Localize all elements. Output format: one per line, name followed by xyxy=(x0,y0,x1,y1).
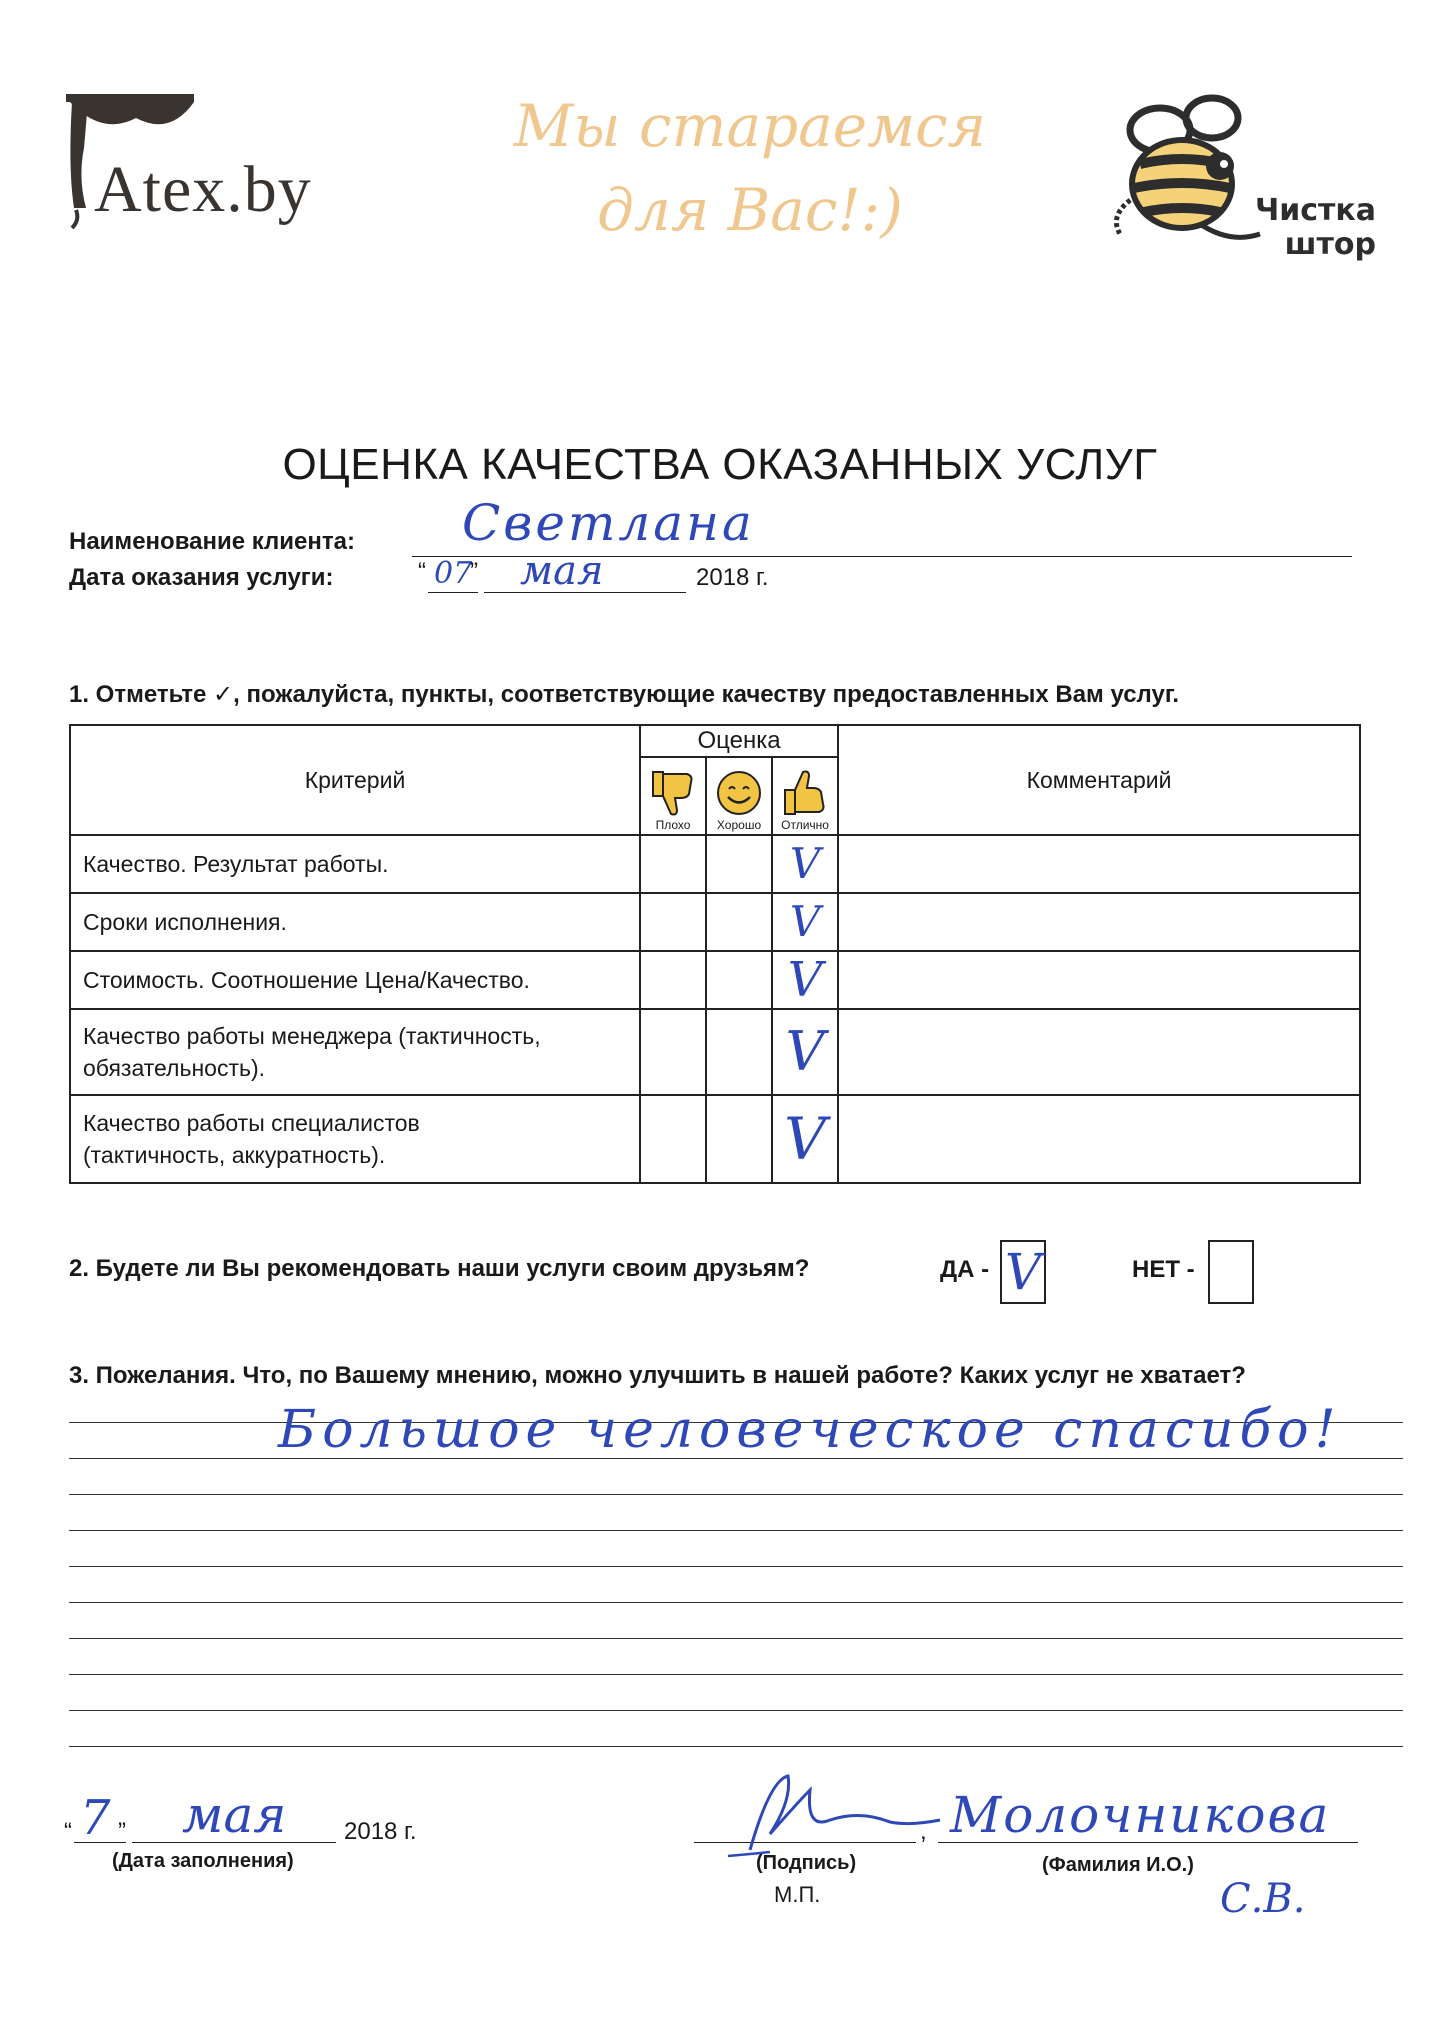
service-date-year: 2018 г. xyxy=(696,564,769,591)
rating-bad-cell[interactable] xyxy=(640,893,706,951)
rating-good-cell[interactable] xyxy=(706,951,772,1009)
slogan-line-2: для Вас!:) xyxy=(597,176,903,244)
service-date-label: Дата оказания услуги: xyxy=(69,564,334,591)
yes-checkbox[interactable] xyxy=(1000,1240,1046,1304)
brand-chistka-shtor xyxy=(1100,84,1380,274)
client-name-value: Светлана xyxy=(462,494,755,552)
atex-logo xyxy=(62,88,392,238)
table-row xyxy=(70,893,1360,951)
criterion-cell: Стоимость. Соотношение Цена/Качество. xyxy=(70,951,640,1009)
answer-line-6 xyxy=(69,1602,1403,1603)
criterion-line-2: (тактичность, аккуратность). xyxy=(83,1142,386,1168)
check-mark: V xyxy=(789,839,821,888)
comment-cell[interactable] xyxy=(838,951,1360,1009)
no-label: НЕТ - xyxy=(1132,1256,1195,1283)
fill-date-year: 2018 г. xyxy=(344,1818,417,1845)
answer-line-9 xyxy=(69,1710,1403,1711)
answer-line-8 xyxy=(69,1674,1403,1675)
criterion-cell xyxy=(70,1095,640,1183)
comment-cell[interactable] xyxy=(838,1095,1360,1183)
rating-good-cell[interactable] xyxy=(706,1009,772,1095)
name-value: Молочникова xyxy=(950,1786,1331,1844)
service-date-close-quote: ” xyxy=(470,558,478,585)
criterion-line-1: Качество работы специалистов xyxy=(83,1110,420,1136)
answer-line-4 xyxy=(69,1530,1403,1531)
fill-date-open-quote: “ xyxy=(64,1818,72,1845)
table-row xyxy=(70,951,1360,1009)
rating-good-header xyxy=(707,758,773,834)
no-checkbox[interactable] xyxy=(1208,1240,1254,1304)
answer-line-10 xyxy=(69,1746,1403,1747)
check-mark: V xyxy=(785,1020,825,1083)
rating-bad-cell[interactable] xyxy=(640,1009,706,1095)
rating-header xyxy=(640,725,838,835)
section3-question: 3. Пожелания. Что, по Вашему мнению, можно улучшить в нашей работе? Каких услуг не хватает? xyxy=(69,1362,1246,1389)
section1-question: 1. Отметьте ✓, пожалуйста, пункты, соответствующие качеству предоставленных Вам услуг. xyxy=(69,681,1180,708)
answer-line-2 xyxy=(69,1458,1403,1459)
rating-table xyxy=(69,724,1361,1184)
table-row xyxy=(70,835,1360,893)
rating-good-cell[interactable] xyxy=(706,1095,772,1183)
answer-line-5 xyxy=(69,1566,1403,1567)
table-row xyxy=(70,1009,1360,1095)
wishes-answer: Большое человеческое спасибо! xyxy=(278,1400,1342,1460)
name-caption: (Фамилия И.О.) xyxy=(1042,1854,1194,1876)
criterion-cell: Качество. Результат работы. xyxy=(70,835,640,893)
table-row xyxy=(70,1095,1360,1183)
smiley-icon xyxy=(714,768,764,818)
brand-name-line-2: штор xyxy=(1284,227,1376,262)
table-header-row xyxy=(70,725,1360,835)
rating-good-cell[interactable] xyxy=(706,835,772,893)
criterion-line-2: обязательность). xyxy=(83,1055,266,1081)
stamp-caption: М.П. xyxy=(774,1882,821,1907)
rating-bad-header xyxy=(641,758,707,834)
rating-excellent-cell[interactable] xyxy=(772,1009,838,1095)
brand-name-line-1: Чистка xyxy=(1254,193,1376,228)
slogan-line-1: Мы стараемся xyxy=(513,92,987,160)
rating-bad-cell[interactable] xyxy=(640,951,706,1009)
thumbs-up-icon xyxy=(781,768,829,818)
rating-bad-label: Плохо xyxy=(655,818,691,832)
initials-value: С.В. xyxy=(1220,1876,1306,1922)
section2-question: 2. Будете ли Вы рекомендовать наши услуги своим друзьям? xyxy=(69,1255,810,1282)
rating-good-cell[interactable] xyxy=(706,893,772,951)
logo-text: Atex.by xyxy=(94,153,312,226)
answer-line-3 xyxy=(69,1494,1403,1495)
client-name-label: Наименование клиента: xyxy=(69,528,355,555)
rating-excellent-label: Отлично xyxy=(781,818,829,832)
check-mark: V xyxy=(784,1105,826,1173)
rating-excellent-cell[interactable] xyxy=(772,1095,838,1183)
criterion-header: Критерий xyxy=(70,725,640,835)
rating-header-label: Оценка xyxy=(641,726,837,758)
rating-excellent-cell[interactable] xyxy=(772,835,838,893)
signature-caption: (Подпись) xyxy=(756,1852,857,1874)
fill-date-caption: (Дата заполнения) xyxy=(112,1850,294,1872)
rating-excellent-header xyxy=(773,758,837,834)
yes-label: ДА - xyxy=(940,1256,990,1283)
service-date-open-quote: “ xyxy=(418,558,426,585)
form-title: ОЦЕНКА КАЧЕСТВА ОКАЗАННЫХ УСЛУГ xyxy=(282,440,1158,489)
fill-date-month: мая xyxy=(182,1786,287,1844)
rating-bad-cell[interactable] xyxy=(640,835,706,893)
rating-bad-cell[interactable] xyxy=(640,1095,706,1183)
comment-cell[interactable] xyxy=(838,893,1360,951)
rating-good-label: Хорошо xyxy=(716,818,762,832)
comment-header: Комментарий xyxy=(838,725,1360,835)
comment-cell[interactable] xyxy=(838,835,1360,893)
answer-line-7 xyxy=(69,1638,1403,1639)
service-date-day-line xyxy=(428,592,478,593)
service-date-month: мая xyxy=(520,548,604,594)
check-mark: V xyxy=(789,897,821,946)
thumbs-down-icon xyxy=(649,768,697,818)
check-mark: V xyxy=(787,952,823,1008)
criterion-line-1: Качество работы менеджера (тактичность, xyxy=(83,1023,541,1049)
rating-excellent-cell[interactable] xyxy=(772,951,838,1009)
rating-excellent-cell[interactable] xyxy=(772,893,838,951)
criterion-cell xyxy=(70,1009,640,1095)
fill-date-day: 7 xyxy=(80,1790,111,1846)
service-date-day: 07 xyxy=(434,556,473,591)
criterion-cell: Сроки исполнения. xyxy=(70,893,640,951)
yes-check-mark: V xyxy=(1004,1243,1042,1301)
brand-name xyxy=(1196,194,1376,262)
signature-name-separator: , xyxy=(920,1818,927,1845)
fill-date-close-quote: ” xyxy=(118,1818,126,1845)
slogan xyxy=(440,84,1060,252)
comment-cell[interactable] xyxy=(838,1009,1360,1095)
